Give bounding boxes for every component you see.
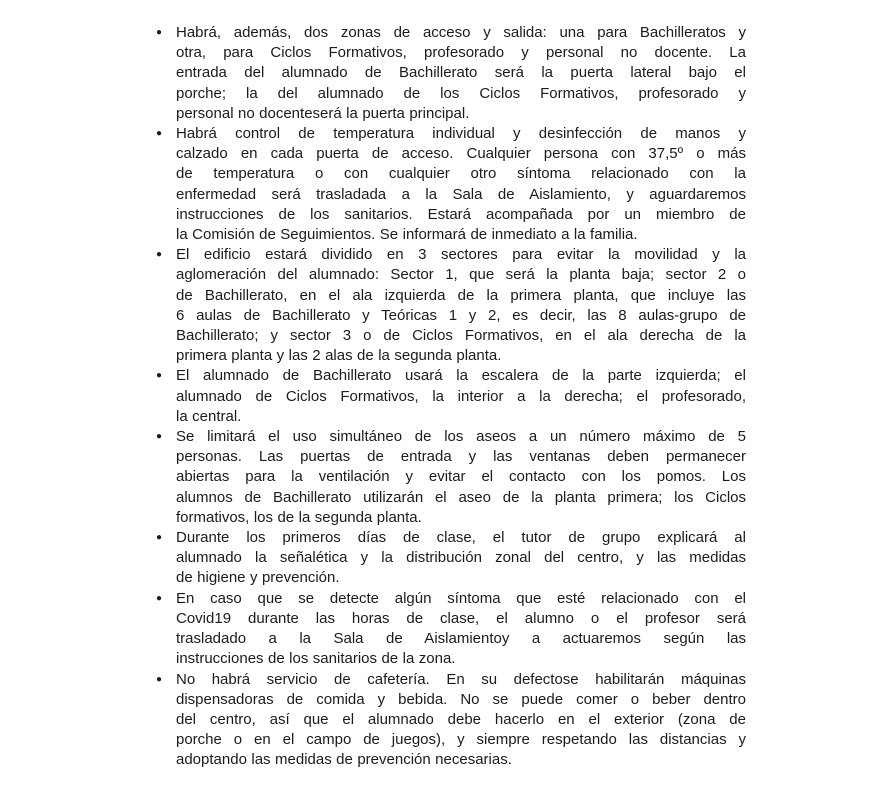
bullet-icon: ● bbox=[156, 532, 163, 544]
text-line: porche o en el campo de juegos), y siempre respetando las distancias y bbox=[176, 731, 746, 749]
bullet-item bbox=[156, 670, 746, 771]
text-line: otra, para Ciclos Formativos, profesorado y personal no docente. La bbox=[176, 44, 746, 62]
text-line: formativos, los de la segunda planta. bbox=[176, 508, 422, 526]
text-line: instrucciones de los sanitarios de la zona. bbox=[176, 650, 456, 668]
text-line: instrucciones de los sanitarios. Estará acompañada por un miembro de bbox=[176, 205, 746, 223]
bullet-text bbox=[176, 124, 746, 245]
text-line: de higiene y prevención. bbox=[176, 569, 340, 587]
bullet-icon: ● bbox=[156, 673, 163, 685]
bullet-item bbox=[156, 23, 746, 124]
text-line: No habrá servicio de cafetería. En su defectose habilitarán máquinas bbox=[176, 670, 746, 688]
text-line: El edificio estará dividido en 3 sectores para evitar la movilidad y la bbox=[176, 246, 746, 264]
text-line: Covid19 durante las horas de clase, el alumno o el profesor será bbox=[176, 609, 746, 627]
bullet-text bbox=[176, 589, 746, 670]
text-line: abiertas para la ventilación y evitar el contacto con los pomos. Los bbox=[176, 468, 746, 486]
text-line: alumnado de Ciclos Formativos, la interior a la derecha; el profesorado, bbox=[176, 387, 746, 405]
text-line: alumnos de Bachillerato utilizarán el aseo de la planta primera; los Ciclos bbox=[176, 488, 746, 506]
text-line: de temperatura o con cualquier otro síntoma relacionado con la bbox=[176, 165, 746, 183]
bullet-list bbox=[156, 23, 746, 771]
text-line: la central. bbox=[176, 407, 242, 425]
text-line: El alumnado de Bachillerato usará la escalera de la parte izquierda; el bbox=[176, 367, 746, 385]
bullet-icon: ● bbox=[156, 249, 163, 261]
text-line: trasladado a la Sala de Aislamientoy a actuaremos según las bbox=[176, 630, 746, 648]
bullet-icon: ● bbox=[156, 431, 163, 443]
text-line: del centro, así que el alumnado debe hacerlo en el exterior (zona de bbox=[176, 710, 746, 728]
bullet-icon: ● bbox=[156, 27, 163, 38]
text-line: entrada del alumnado de Bachillerato será la puerta lateral bajo el bbox=[176, 64, 746, 82]
bullet-item bbox=[156, 528, 746, 589]
bullet-text bbox=[176, 670, 746, 771]
text-line: 6 aulas de Bachillerato y Teóricas 1 y 2, es decir, las 8 aulas-grupo de bbox=[176, 306, 746, 324]
text-line: Habrá, además, dos zonas de acceso y salida: una para Bachilleratos y bbox=[176, 24, 746, 41]
bullet-item bbox=[156, 124, 746, 245]
text-line: personas. Las puertas de entrada y las ventanas deben permanecer bbox=[176, 448, 746, 466]
text-line: personal no docenteserá la puerta principal. bbox=[176, 104, 470, 122]
bullet-icon: ● bbox=[156, 592, 163, 604]
text-line: enfermedad será trasladada a la Sala de Aislamiento, y aguardaremos bbox=[176, 185, 746, 203]
bullet-text bbox=[176, 366, 746, 427]
text-line: Bachillerato; y sector 3 o de Ciclos Formativos, en el ala derecha de la bbox=[176, 327, 746, 345]
text-line: primera planta y las 2 alas de la segunda planta. bbox=[176, 347, 502, 365]
bullet-item bbox=[156, 366, 746, 427]
bullet-icon: ● bbox=[156, 128, 163, 140]
bullet-text bbox=[176, 245, 746, 366]
text-line: de Bachillerato, en el ala izquierda de la primera planta, que incluye las bbox=[176, 286, 746, 304]
text-line: Durante los primeros días de clase, el tutor de grupo explicará al bbox=[176, 529, 746, 547]
text-line: porche; la del alumnado de los Ciclos Formativos, profesorado y bbox=[176, 84, 746, 102]
bullet-text bbox=[176, 528, 746, 589]
text-line: calzado en cada puerta de acceso. Cualquier persona con 37,5º o más bbox=[176, 145, 746, 163]
text-line: la Comisión de Seguimientos. Se informará de inmediato a la familia. bbox=[176, 226, 638, 244]
text-line: dispensadoras de comida y bebida. No se puede comer o beber dentro bbox=[176, 690, 746, 708]
bullet-text bbox=[176, 427, 746, 528]
text-line: aglomeración del alumnado: Sector 1, que será la planta baja; sector 2 o bbox=[176, 266, 746, 284]
text-line: Se limitará el uso simultáneo de los aseos a un número máximo de 5 bbox=[176, 428, 746, 446]
bullet-icon: ● bbox=[156, 370, 163, 382]
bullet-item bbox=[156, 245, 746, 366]
text-line: En caso que se detecte algún síntoma que esté relacionado con el bbox=[176, 589, 746, 607]
bullet-item bbox=[156, 427, 746, 528]
text-line: alumnado la señalética y la distribución zonal del centro, y las medidas bbox=[176, 549, 746, 567]
text-line: adoptando las medidas de prevención necesarias. bbox=[176, 751, 512, 769]
text-line: Habrá control de temperatura individual y desinfección de manos y bbox=[176, 125, 746, 143]
bullet-text bbox=[176, 23, 746, 124]
bullet-item bbox=[156, 589, 746, 670]
